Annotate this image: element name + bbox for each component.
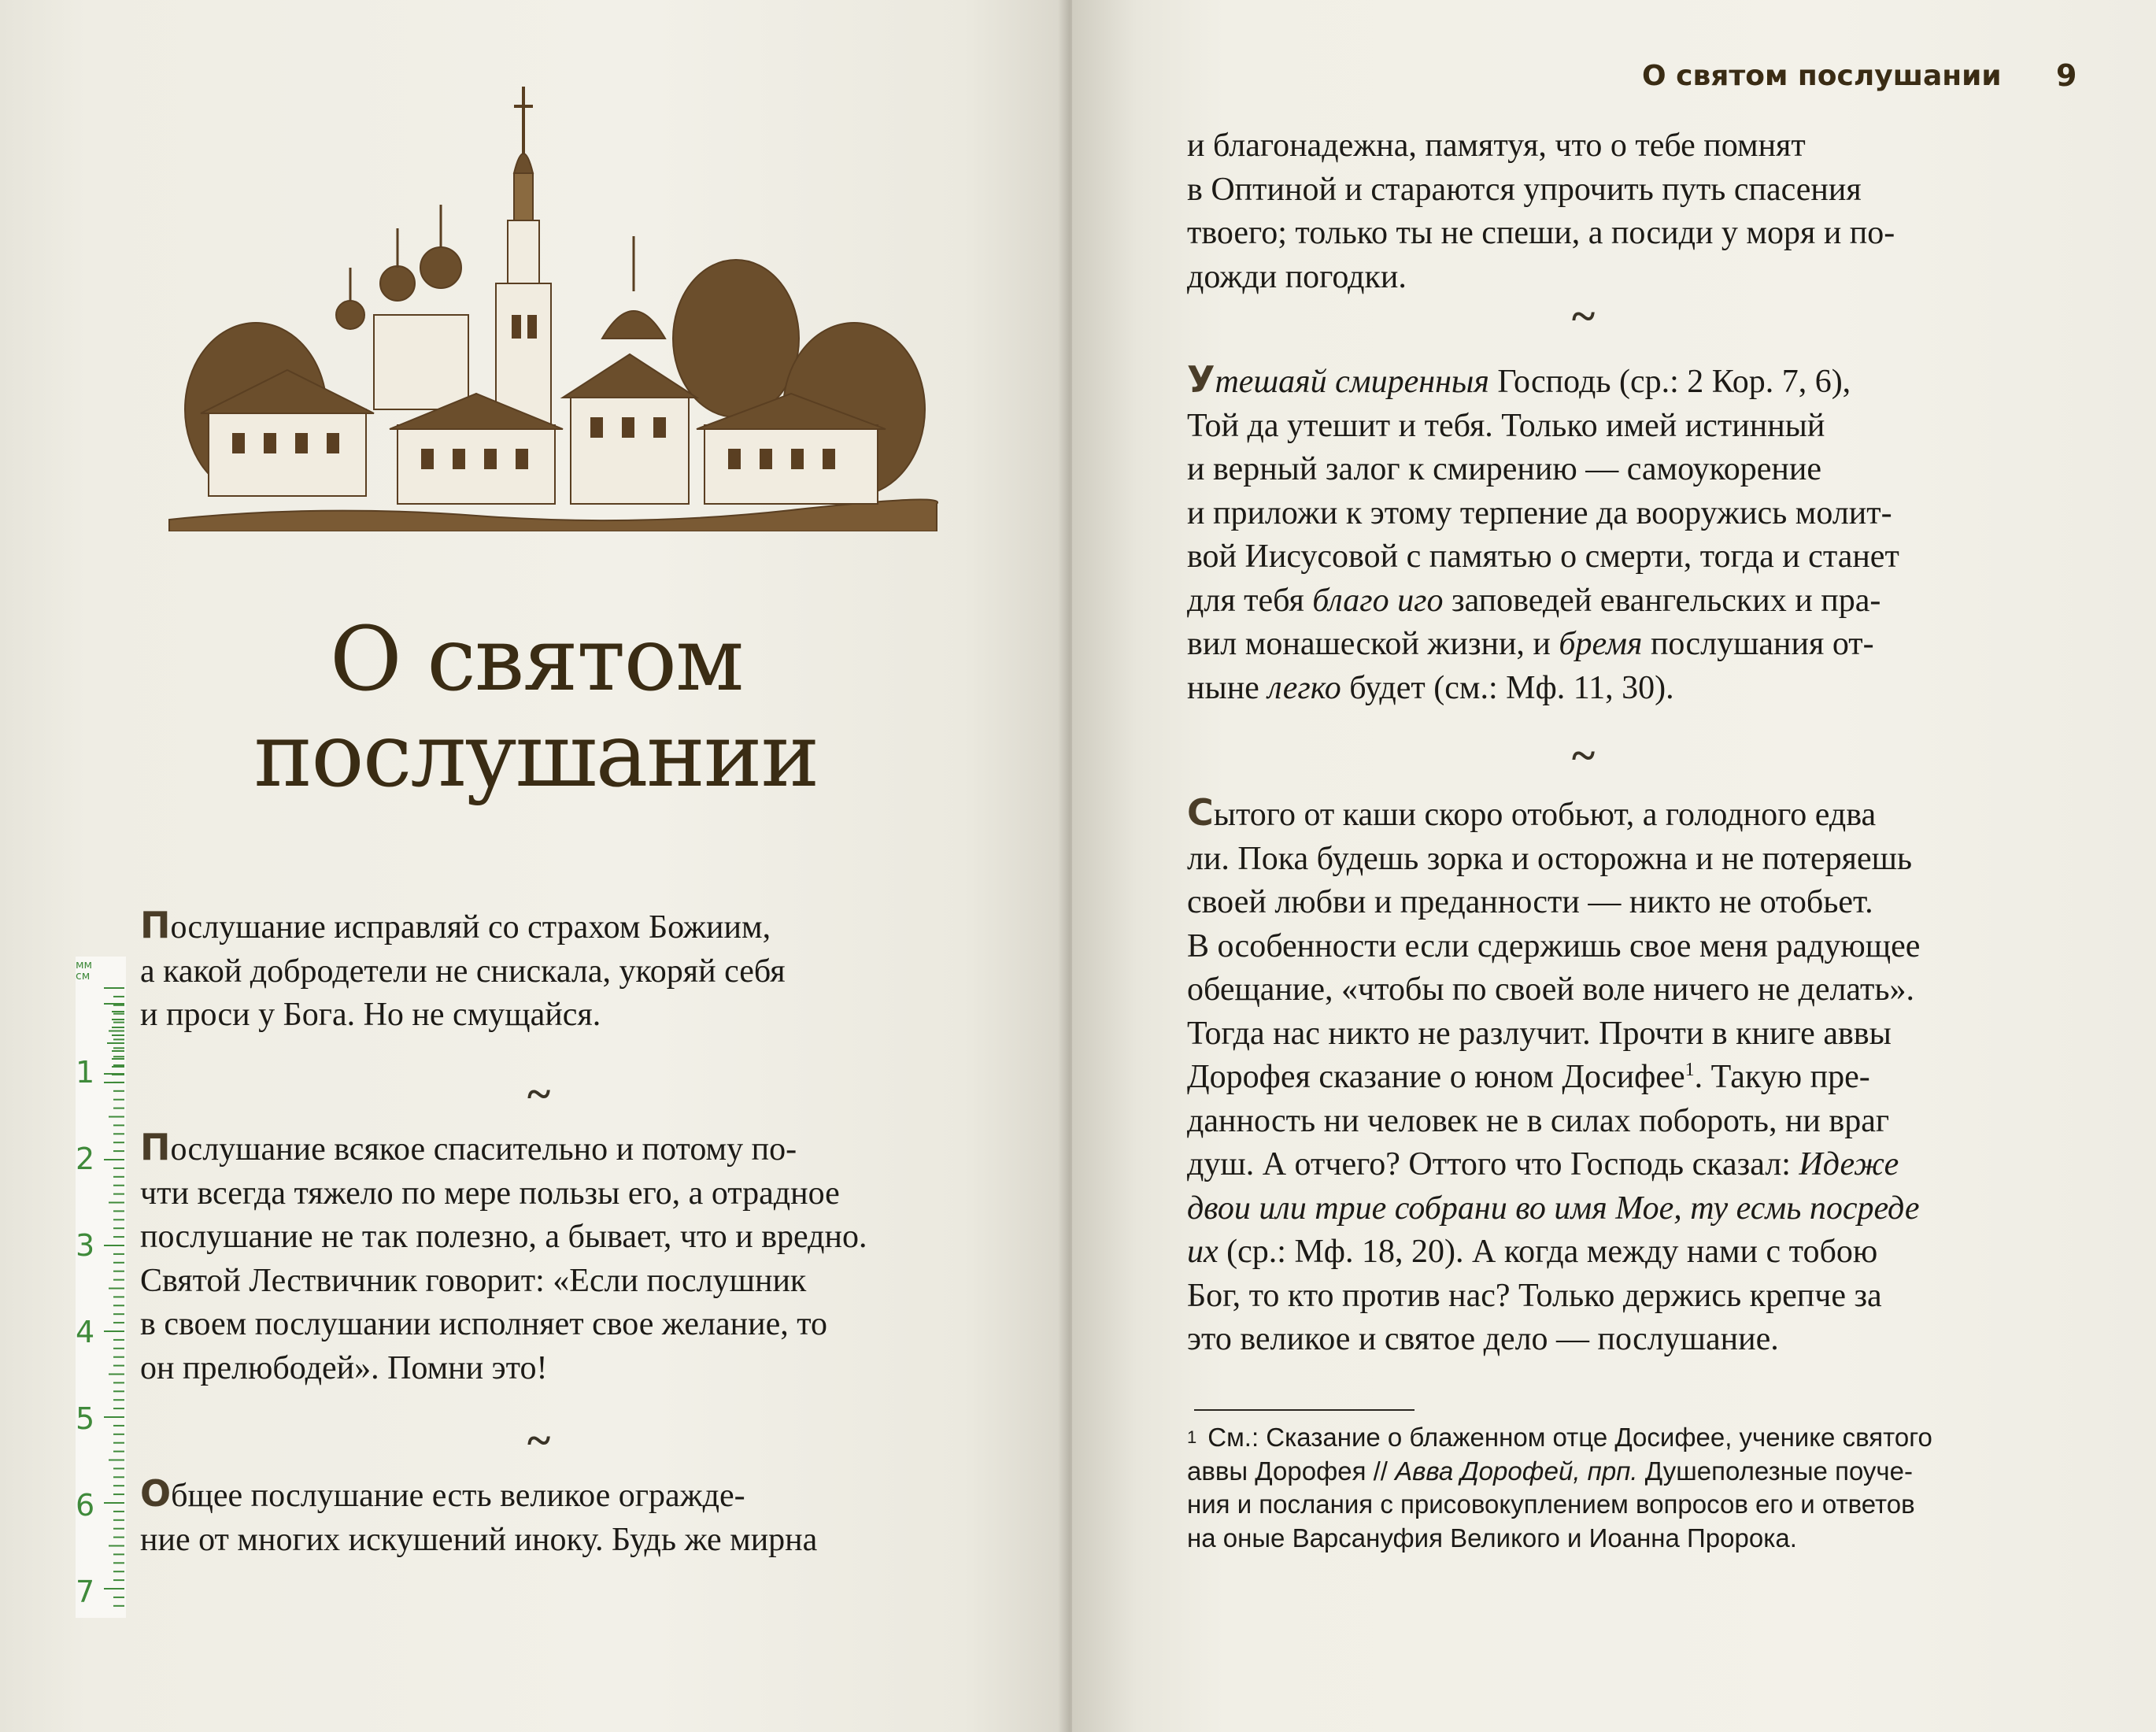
text-line: на оные Варсануфия Великого и Иоанна Пророка. [1187,1523,1797,1553]
section-separator: ~ [527,1416,551,1465]
text-span: аввы Дорофея // [1187,1456,1396,1486]
italic-phrase: Авва Дорофей, прп. [1395,1456,1638,1486]
text-span: заповедей евангельских и пра- [1443,582,1881,619]
ruler-unit-mm: мм [76,959,93,971]
running-head: О святом послушании [1642,60,2002,92]
footnote [1187,1421,2017,1555]
dropcap: У [1187,358,1215,401]
text-line: бщее послушание есть великое огражде- [171,1478,745,1514]
text-line: Бог, то кто против нас? Только держись крепче за [1187,1277,1882,1314]
text-span: Господь (ср.: 2 Кор. 7, 6), [1488,364,1851,400]
text-line: и благонадежна, памятуя, что о тебе помнят [1187,128,1806,164]
ruler-mark: 6 [76,1488,95,1523]
paragraph-fed [1187,791,2014,1362]
text-line: ослушание всякое спасительно и потому по- [170,1131,797,1168]
text-span: (ср.: Мф. 18, 20). А когда между нами с тобою [1218,1234,1878,1270]
monastery-illustration [161,79,941,531]
italic-phrase: двои или трие собрани во имя Мое, ту есмь посреде [1187,1190,1920,1227]
chapter-title-line-2: послушании [253,705,819,807]
text-line: в Оптиной и стараются упрочить путь спасения [1187,171,1862,208]
text-line: Той да утешит и тебя. Только имей истинный [1187,407,1825,444]
text-span: душ. А отчего? Оттого что Господь сказал: [1187,1146,1799,1182]
text-span: для тебя [1187,582,1313,619]
text-line: дожди погодки. [1187,258,1407,295]
text-line: ния и послания с присовокуплением вопросов его и ответов [1187,1490,1915,1519]
text-span: ытого от каши скоро отобьют, а голодного едва [1213,797,1877,833]
section-separator: ~ [1572,731,1596,780]
text-line: чти всегда тяжело по мере пользы его, а отрадное [140,1175,840,1212]
text-line: он прелюбодей». Помни это! [140,1349,548,1386]
text-line: и верный залог к смирению — самоукорение [1187,451,1822,487]
text-span: будет (см.: Мф. 11, 30). [1341,669,1674,706]
text-span: См.: Сказание о блаженном отце Досифее, ученике святого [1207,1423,1932,1452]
dropcap: П [140,904,171,946]
text-line: твоего; только ты не спеши, а посиди у моря и по- [1187,215,1895,251]
ruler-mark: 4 [76,1315,95,1349]
paragraph-2 [140,1126,965,1390]
italic-phrase: легко [1267,669,1341,706]
text-line: данность ни человек не в силах побороть, ни враг [1187,1102,1890,1139]
text-span: ныне [1187,669,1268,706]
text-line: В особенности если сдержишь свое меня радующее [1187,927,1921,964]
paragraph-3 [140,1472,965,1562]
ruler-mark: 1 [76,1055,95,1090]
text-line: ние от многих искушений иноку. Будь же мирна [140,1521,818,1558]
ruler-mark: 2 [76,1142,95,1176]
text-line: Тогда нас никто не разлучит. Прочти в книге аввы [1187,1015,1892,1052]
italic-phrase: их [1187,1234,1219,1270]
text-line: и приложи к этому терпение да вооружись молит- [1187,494,1892,531]
paragraph-consolation [1187,358,2014,710]
chapter-title-line-1: О святом [329,609,743,711]
ruler-mark: 3 [76,1228,95,1263]
ruler-unit-cm: см [76,970,91,983]
text-span: вил монашеской жизни, и [1187,626,1559,662]
dropcap: С [1187,791,1214,834]
text-span: Дорофея сказание о юном Досифее [1187,1059,1685,1095]
italic-phrase: Идеже [1799,1146,1899,1182]
text-span: Душеполезные поуче- [1637,1456,1913,1486]
section-separator: ~ [1572,292,1596,341]
section-separator: ~ [527,1070,551,1119]
text-line: Святой Лествичник говорит: «Если послушник [140,1262,807,1299]
italic-phrase: тешаяй смиренныя [1215,364,1489,400]
footnote-rule [1194,1409,1415,1411]
text-line: вой Иисусовой с памятью о смерти, тогда и станет [1187,538,1899,575]
measuring-ruler [76,957,126,1618]
text-line: послушание не так полезно, а бывает, что и вредно. [140,1219,867,1255]
italic-phrase: бремя [1559,626,1643,662]
footnote-mark: 1 [1187,1427,1197,1447]
text-line: и проси у Бога. Но не смущайся. [140,997,601,1033]
text-line: ли. Пока будешь зорка и осторожна и не потеряешь [1187,840,1913,877]
text-line: в своем послушании исполняет свое желание, то [140,1306,828,1342]
text-line: а какой добродетели не снискала, укоряй себя [140,953,786,990]
dropcap: П [140,1126,171,1168]
page-number: 9 [2056,58,2077,93]
dropcap: О [140,1472,172,1515]
left-page [0,0,1072,1732]
footnote-ref[interactable]: 1 [1684,1060,1695,1080]
text-span: послушания от- [1642,626,1874,662]
ruler-mark: 7 [76,1575,95,1609]
ruler-mark: 5 [76,1401,95,1436]
italic-phrase: благо иго [1312,582,1444,619]
text-line: ослушание исправляй со страхом Божиим, [170,909,771,946]
text-line: обещание, «чтобы по своей воле ничего не делать». [1187,971,1914,1008]
paragraph-1 [140,904,965,1038]
text-line: своей любви и преданности — никто не отобьет. [1187,884,1873,920]
text-span: . Такую пре- [1694,1059,1870,1095]
text-line: это великое и святое дело — послушание. [1187,1321,1779,1357]
paragraph-continued [1187,124,2014,299]
